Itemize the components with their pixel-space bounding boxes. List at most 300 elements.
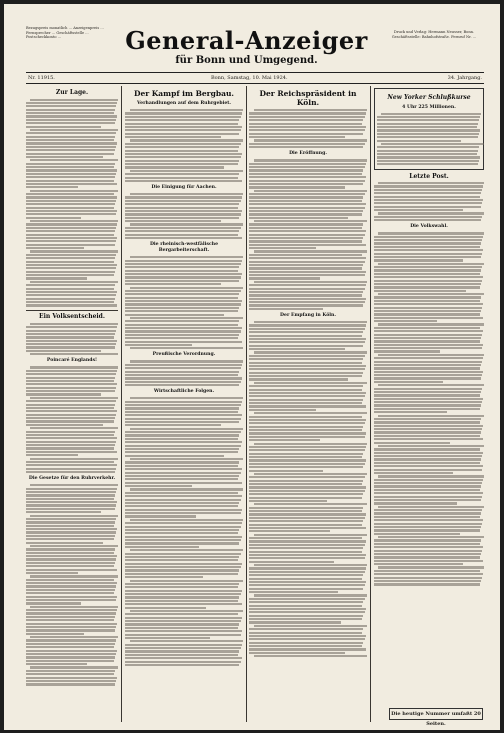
- text-line: [26, 298, 115, 300]
- text-line: [374, 219, 481, 221]
- text-line: [374, 196, 480, 198]
- text-line: [249, 183, 363, 185]
- text-line: [30, 545, 118, 547]
- text-line: [125, 220, 221, 222]
- text-line: [30, 397, 118, 399]
- text-line: [125, 613, 238, 615]
- text-line: [125, 603, 242, 605]
- text-line: [26, 404, 115, 406]
- text-line: [125, 583, 239, 585]
- text-line: [374, 320, 437, 322]
- text-line: [249, 456, 362, 458]
- text-line: [125, 314, 224, 316]
- article-body: [125, 360, 243, 386]
- text-line: [26, 102, 117, 104]
- article-headline: Der Kampf im Bergbau.: [133, 89, 235, 98]
- text-line: [374, 273, 480, 275]
- text-line: [249, 284, 366, 286]
- text-line: [254, 594, 367, 596]
- text-line: [125, 210, 242, 212]
- column-1: [26, 86, 118, 722]
- text-line: [374, 381, 443, 383]
- text-line: [30, 250, 118, 252]
- text-line: [374, 583, 480, 585]
- text-line: [26, 210, 117, 212]
- text-line: [378, 384, 484, 386]
- text-line: [26, 193, 114, 195]
- text-line: [374, 523, 482, 525]
- text-line: [125, 414, 242, 416]
- text-line: [26, 585, 116, 587]
- text-line: [26, 494, 115, 496]
- text-line: [26, 122, 115, 124]
- text-line: [26, 424, 103, 426]
- text-line: [249, 129, 365, 131]
- text-line: [26, 294, 116, 296]
- text-line: [249, 277, 320, 279]
- text-line: [125, 596, 239, 598]
- text-line: [374, 374, 482, 376]
- text-line: [26, 414, 116, 416]
- text-line: [26, 619, 114, 621]
- text-line: [249, 578, 362, 580]
- text-line: [374, 550, 482, 552]
- text-line: [378, 475, 484, 477]
- text-line: [254, 220, 367, 222]
- text-line: [374, 455, 482, 457]
- stock-box: [374, 88, 484, 170]
- article-headline: Zur Lage.: [55, 89, 89, 96]
- text-line: [249, 490, 365, 492]
- text-line: [125, 276, 241, 278]
- text-line: [378, 293, 484, 295]
- text-line: [377, 160, 479, 162]
- text-line: [374, 317, 483, 319]
- text-line: [249, 136, 345, 138]
- text-line: [26, 288, 114, 290]
- text-line: [26, 673, 114, 675]
- text-line: [26, 558, 116, 560]
- text-line: [125, 407, 239, 409]
- text-line: [378, 323, 484, 325]
- text-line: [254, 564, 367, 566]
- text-line: [374, 209, 463, 211]
- text-line: [374, 442, 450, 444]
- text-line: [374, 438, 483, 440]
- text-line: [125, 526, 241, 528]
- text-line: [378, 566, 484, 568]
- text-line: [249, 507, 363, 509]
- text-line: [254, 473, 367, 475]
- text-line: [249, 203, 366, 205]
- text-line: [249, 574, 363, 576]
- article-subhead: Die Volkswahl.: [410, 224, 448, 230]
- issue-number: Nr. 11915.: [28, 75, 55, 81]
- text-line: [249, 335, 362, 337]
- text-line: [26, 562, 115, 564]
- text-line: [125, 112, 242, 114]
- text-line: [374, 465, 483, 467]
- text-line: [374, 307, 482, 309]
- text-line: [249, 638, 365, 640]
- text-line: [254, 281, 367, 283]
- article-headline: New Yorker Schlußkurse: [387, 94, 471, 101]
- text-line: [26, 340, 117, 342]
- text-line: [374, 391, 481, 393]
- text-line: [125, 532, 238, 534]
- article-body: [26, 99, 118, 307]
- text-line: [374, 347, 482, 349]
- text-line: [26, 471, 115, 473]
- text-line: [125, 200, 241, 202]
- text-line: [249, 240, 362, 242]
- text-line: [26, 643, 115, 645]
- text-line: [249, 510, 362, 512]
- text-line: [26, 227, 116, 229]
- article-body: [249, 159, 367, 310]
- text-line: [377, 150, 478, 152]
- text-line: [30, 353, 118, 355]
- text-line: [130, 287, 243, 289]
- text-line: [249, 365, 366, 367]
- text-line: [26, 136, 115, 138]
- text-line: [26, 582, 117, 584]
- text-line: [125, 230, 239, 232]
- article-body: [374, 182, 484, 221]
- text-line: [254, 412, 367, 414]
- text-line: [374, 344, 483, 346]
- text-line: [249, 358, 363, 360]
- text-line: [125, 455, 224, 457]
- text-line: [249, 470, 323, 472]
- text-line: [125, 153, 242, 155]
- text-line: [125, 505, 238, 507]
- text-line: [249, 466, 363, 468]
- text-line: [26, 572, 78, 574]
- text-line: [26, 109, 115, 111]
- text-line: [26, 380, 114, 382]
- text-line: [26, 183, 117, 185]
- text-line: [374, 310, 481, 312]
- text-line: [249, 304, 363, 306]
- column-rule: [370, 86, 371, 722]
- text-line: [249, 500, 327, 502]
- text-line: [249, 385, 363, 387]
- text-line: [374, 469, 482, 471]
- text-line: [249, 193, 365, 195]
- text-line: [249, 493, 363, 495]
- text-line: [249, 362, 362, 364]
- text-line: [26, 139, 114, 141]
- text-line: [249, 223, 363, 225]
- text-line: [125, 203, 239, 205]
- text-line: [125, 341, 242, 343]
- text-line: [26, 390, 115, 392]
- text-line: [374, 334, 482, 336]
- text-line: [374, 256, 481, 258]
- text-line: [125, 590, 242, 592]
- column-3: [249, 86, 367, 722]
- text-line: [125, 123, 238, 125]
- text-line: [125, 344, 192, 346]
- text-line: [125, 623, 239, 625]
- text-line: [374, 431, 481, 433]
- text-line: [26, 387, 116, 389]
- text-line: [125, 529, 239, 531]
- text-line: [26, 626, 116, 628]
- text-line: [26, 346, 115, 348]
- text-line: [249, 439, 320, 441]
- text-line: [125, 273, 242, 275]
- text-line: [26, 264, 117, 266]
- text-line: [125, 126, 242, 128]
- text-line: [249, 628, 363, 630]
- text-line: [378, 263, 484, 265]
- text-line: [125, 637, 210, 639]
- text-line: [249, 375, 362, 377]
- text-line: [26, 142, 117, 144]
- text-line: [249, 436, 365, 438]
- divider: [26, 310, 118, 311]
- text-line: [374, 546, 483, 548]
- text-line: [125, 143, 241, 145]
- text-line: [249, 409, 316, 411]
- text-line: [26, 538, 114, 540]
- text-line: [26, 410, 117, 412]
- text-line: [26, 542, 103, 544]
- text-line: [374, 577, 482, 579]
- article-body: [377, 113, 481, 166]
- text-line: [30, 636, 118, 638]
- text-line: [26, 521, 115, 523]
- text-line: [249, 497, 362, 499]
- text-line: [381, 143, 484, 145]
- text-line: [26, 498, 114, 500]
- text-line: [374, 553, 481, 555]
- text-line: [374, 361, 482, 363]
- text-line: [249, 517, 365, 519]
- text-line: [249, 389, 362, 391]
- masthead-right-notice: Druck und Verlag: Hermann Neusser, Bonn. Geschäftsstelle: Bahnhofstraße. Fernruf Nr. ...: [391, 30, 477, 39]
- text-line: [374, 300, 480, 302]
- text-line: [125, 260, 242, 262]
- text-line: [26, 552, 114, 554]
- text-line: [125, 330, 241, 332]
- text-line: [249, 642, 363, 644]
- text-line: [249, 146, 363, 148]
- text-line: [249, 449, 365, 451]
- text-line: [125, 617, 242, 619]
- text-line: [26, 115, 117, 117]
- text-line: [125, 207, 238, 209]
- text-line: [249, 571, 365, 573]
- text-line: [374, 458, 481, 460]
- text-line: [249, 635, 366, 637]
- text-line: [249, 567, 366, 569]
- text-line: [26, 447, 114, 449]
- text-line: [249, 632, 362, 634]
- text-line: [125, 234, 238, 236]
- text-line: [374, 563, 463, 565]
- text-line: [249, 244, 366, 246]
- text-line: [249, 341, 365, 343]
- article-subhead: Preußische Verordnung.: [152, 352, 216, 358]
- text-line: [249, 513, 366, 515]
- text-line: [249, 176, 366, 178]
- text-line: [377, 133, 479, 135]
- article-body: [26, 484, 118, 685]
- text-line: [249, 601, 363, 603]
- text-line: [249, 298, 366, 300]
- text-line: [249, 591, 338, 593]
- text-line: [26, 244, 115, 246]
- article-body: [249, 109, 367, 148]
- text-line: [378, 536, 484, 538]
- text-line: [125, 630, 242, 632]
- text-line: [26, 336, 114, 338]
- text-line: [125, 566, 241, 568]
- text-line: [374, 253, 482, 255]
- text-line: [26, 284, 115, 286]
- text-line: [125, 263, 241, 265]
- text-line: [125, 461, 239, 463]
- text-line: [30, 575, 118, 577]
- text-line: [374, 280, 482, 282]
- text-line: [125, 146, 239, 148]
- text-line: [125, 116, 241, 118]
- text-line: [26, 333, 115, 335]
- text-line: [249, 338, 366, 340]
- text-line: [125, 119, 239, 121]
- text-line: [254, 139, 367, 141]
- text-line: [249, 429, 362, 431]
- text-line: [130, 360, 243, 362]
- text-line: [377, 136, 478, 138]
- text-line: [26, 200, 116, 202]
- text-line: [374, 485, 481, 487]
- text-line: [125, 600, 238, 602]
- text-line: [125, 650, 239, 652]
- text-line: [374, 529, 480, 531]
- text-line: [26, 213, 116, 215]
- text-line: [374, 428, 482, 430]
- text-line: [30, 129, 118, 131]
- text-line: [249, 331, 363, 333]
- text-line: [26, 468, 116, 470]
- text-line: [374, 364, 481, 366]
- text-line: [125, 539, 241, 541]
- text-line: [26, 596, 117, 598]
- text-line: [254, 503, 367, 505]
- text-line: [30, 190, 118, 192]
- text-line: [249, 234, 365, 236]
- text-line: [378, 212, 484, 214]
- text-line: [249, 399, 363, 401]
- text-line: [249, 237, 363, 239]
- text-line: [125, 334, 239, 336]
- text-line: [26, 153, 114, 155]
- text-line: [254, 625, 367, 627]
- text-line: [374, 408, 480, 410]
- text-line: [125, 573, 238, 575]
- text-line: [125, 647, 241, 649]
- text-line: [249, 392, 366, 394]
- text-line: [249, 123, 362, 125]
- text-line: [26, 261, 114, 263]
- text-line: [26, 180, 114, 182]
- text-line: [374, 499, 481, 501]
- text-line: [249, 554, 366, 556]
- text-line: [30, 281, 118, 283]
- text-line: [125, 374, 238, 376]
- text-line: [125, 627, 238, 629]
- text-line: [374, 371, 483, 373]
- text-line: [125, 404, 241, 406]
- text-line: [249, 348, 345, 350]
- text-line: [26, 326, 117, 328]
- text-line: [249, 119, 363, 121]
- text-line: [374, 482, 482, 484]
- text-line: [125, 634, 241, 636]
- text-line: [125, 156, 241, 158]
- text-line: [26, 304, 117, 306]
- text-line: [254, 443, 367, 445]
- text-line: [125, 492, 238, 494]
- text-line: [26, 119, 116, 121]
- text-line: [125, 237, 242, 239]
- text-line: [374, 502, 457, 504]
- text-line: [30, 458, 118, 460]
- text-line: [130, 347, 243, 349]
- text-line: [374, 357, 483, 359]
- article-subhead: Die Eröffnung.: [289, 151, 327, 157]
- text-line: [125, 607, 206, 609]
- text-line: [374, 388, 482, 390]
- text-line: [26, 196, 117, 198]
- text-line: [26, 592, 114, 594]
- text-line: [125, 620, 241, 622]
- text-line: [249, 372, 363, 374]
- text-line: [125, 180, 242, 182]
- article-subhead: Die rheinisch-westfälische Bergarbeiterschaft.: [149, 242, 219, 254]
- text-line: [30, 323, 118, 325]
- text-line: [254, 655, 367, 657]
- text-line: [374, 246, 480, 248]
- text-line: [249, 530, 330, 532]
- text-line: [249, 598, 365, 600]
- text-line: [125, 324, 238, 326]
- text-line: [374, 192, 481, 194]
- text-line: [374, 418, 481, 420]
- text-line: [26, 393, 101, 395]
- text-line: [374, 462, 480, 464]
- text-line: [26, 277, 87, 279]
- text-line: [249, 378, 348, 380]
- text-line: [125, 522, 242, 524]
- text-line: [249, 210, 363, 212]
- text-line: [26, 431, 115, 433]
- text-line: [249, 301, 365, 303]
- text-line: [26, 451, 117, 453]
- text-line: [374, 556, 480, 558]
- text-line: [130, 256, 243, 258]
- text-line: [254, 351, 367, 353]
- text-line: [26, 663, 87, 665]
- text-line: [374, 509, 482, 511]
- text-line: [377, 126, 477, 128]
- text-line: [125, 310, 238, 312]
- text-line: [125, 280, 239, 282]
